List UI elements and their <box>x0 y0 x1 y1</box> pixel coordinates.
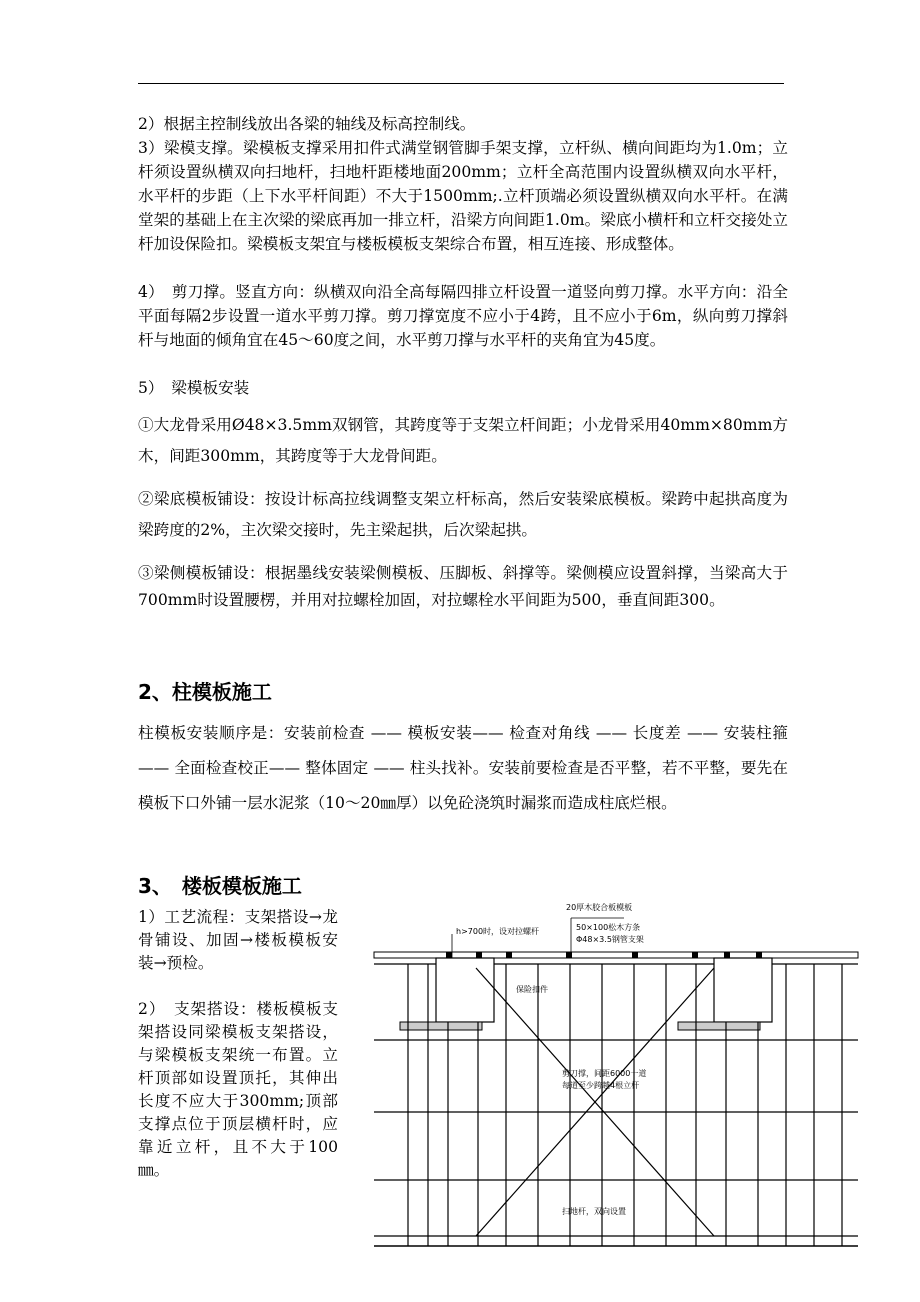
beam-left-base <box>400 1022 482 1030</box>
beam-right-base <box>678 1022 760 1030</box>
label-scissor-2: 每道至少跨越4根立杆 <box>562 1081 640 1090</box>
paragraph-4: 4） 剪刀撑。竖直方向：纵横双向沿全高每隔四排立杆设置一道竖向剪刀撑。水平方向：沿全平面每隔2步设置一道水平剪刀撑。剪刀撑宽度不应小于4跨，且不应小于6m，纵向剪刀撑斜杆与地面的倾角宜在45～60度之间，水平剪刀撑与水平杆的夹角宜为45度。 <box>138 283 788 349</box>
paragraph-2: 2）根据主控制线放出各梁的轴线及标高控制线。 <box>138 115 476 133</box>
label-safety: 保险扣件 <box>516 985 548 994</box>
header-rule <box>138 83 784 84</box>
item-circle-1: ①大龙骨采用Ø48×3.5mm双钢管，其跨度等于支架立杆间距；小龙骨采用40mm×80mm方木，间距300mm，其跨度等于大龙骨间距。 <box>138 416 788 465</box>
label-beam-height: h>700时，设对拉螺杆 <box>456 927 540 936</box>
process-flow-text: 1）工艺流程：支架搭设→龙骨铺设、加固→楼板模板安装→预检。 <box>138 908 338 972</box>
item-circle-3: ③梁侧模板铺设：根据墨线安装梁侧模板、压脚板、斜撑等。梁侧模应设置斜撑，当梁高大于700mm时设置腰楞，并用对拉螺栓加固，对拉螺栓水平间距为500，垂直间距300。 <box>138 564 788 609</box>
item-circle-2: ②梁底模板铺设：按设计标高拉线调整支架立杆标高，然后安装梁底模板。梁跨中起拱高度为梁跨度的2%，主次梁交接时，先主梁起拱，后次梁起拱。 <box>138 490 788 539</box>
label-tube: Φ48×3.5钢管支架 <box>576 935 644 944</box>
label-plywood: 20厚木胶合板模板 <box>566 903 633 912</box>
label-sweep: 扫地杆，双向设置 <box>562 1207 626 1216</box>
section-3-heading: 3、 楼板模板施工 <box>138 874 302 898</box>
support-erection-text: 2） 支架搭设：楼板模板支架搭设同梁模板支架搭设，与梁模板支架统一布置。立杆顶部如设置顶托，其伸出长度不应大于300mm;顶部支撑点位于顶层横杆时，应靠近立杆，且不大于100㎜。 <box>138 1000 338 1179</box>
label-timber: 50×100松木方条 <box>576 923 641 932</box>
joints <box>446 952 762 958</box>
section-2-heading: 2、柱模板施工 <box>138 680 272 704</box>
paragraph-5: 5） 梁模板安装 <box>138 379 250 397</box>
beam-right <box>714 958 772 1022</box>
formwork-support-diagram <box>366 900 866 1254</box>
paragraph-3: 3）梁模支撑。梁模板支撑采用扣件式满堂钢管脚手架支撑，立杆纵、横向间距均为1.0m；立杆须设置纵横双向扫地杆，扫地杆距楼地面200mm；立杆全高范围内设置纵横双向水平杆，水平杆的步距（上下水平杆间距）不大于1500mm;.立杆顶端必须设置纵横双向水平杆。在满堂架的基础上在主次梁的梁底再加一排立杆，沿梁方向间距1.0m。梁底小横杆和立杆交接处立杆加设保险扣。梁模板支架宜与楼板模板支架综合布置，相互连接、形成整体。 <box>138 139 788 253</box>
section-2-body: 柱模板安装顺序是：安装前检查 —— 模板安装—— 检查对角线 —— 长度差 —— 安装柱箍 —— 全面检查校正—— 整体固定 —— 柱头找补。安装前要检查是否平整，若不平整，要先在模板下口外铺一层水泥浆（10～20㎜厚）以免砼浇筑时漏浆而造成柱底烂根。 <box>138 724 788 812</box>
beam-left <box>436 958 494 1022</box>
label-scissor-1: 剪刀撑，间距6000一道 <box>562 1069 647 1078</box>
